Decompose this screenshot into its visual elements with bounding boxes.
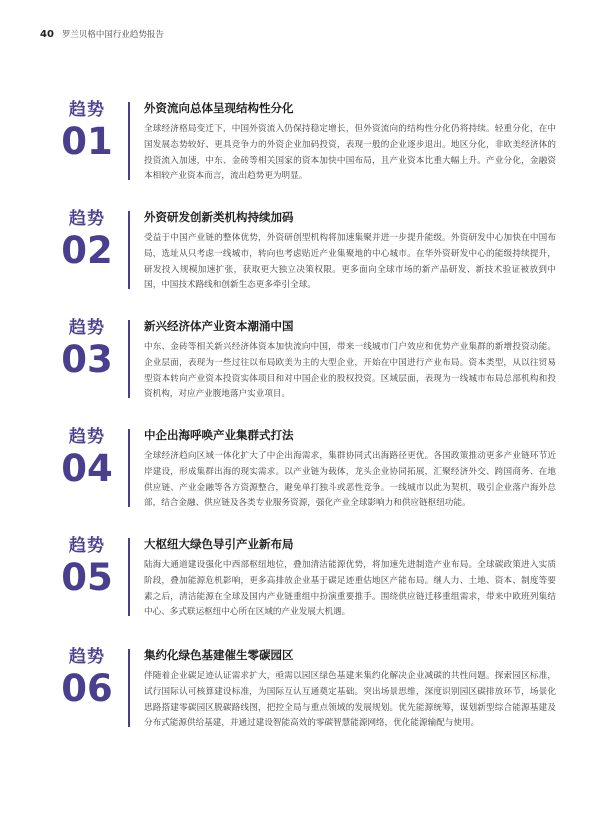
trend-title: 外资研发创新类机构持续加码 [144,210,294,224]
trend-body: 中东、金砖等相关新兴经济体资本加快流向中国，带来一线城市门户效应和优势产业集群的新增投资动能。企业层面，表现为一些过往以布局欧美为主的大型企业，开始在中国进行产业布局。资本类型，从以往贸易型资本转向产业资本投资实体项目和对中国企业的股权投资。区域层面，表现为一线城市布局总部机构和投资机构，对应产业腹地落户实业项目。 [144,342,556,400]
trend-number: 03 [61,338,113,381]
trend-content [144,536,556,621]
trend-number: 04 [61,447,113,490]
trend-number: 02 [61,229,113,272]
report-title: 罗兰贝格中国行业趋势报告 [61,30,164,40]
divider-line [128,320,130,398]
trend-title: 集约化绿色基建催生零碳园区 [144,648,294,662]
trend-number: 06 [61,667,113,710]
trend-label: 趋势 [69,536,105,556]
trend-title: 中企出海呼唤产业集群式打法 [144,428,294,442]
trend-badge [56,318,118,381]
divider-line [128,102,130,180]
trend-content [144,209,556,294]
trend-badge [56,209,118,272]
trend-label: 趋势 [69,647,105,667]
trend-label: 趋势 [69,100,105,120]
trend-body: 受益于中国产业链的整体优势，外资研创型机构将加速集聚并进一步提升能级。外资研发中心加快在中国布局，选址从只考虑一线城市，转向也考虑贴近产业集聚地的中心城市。在华外资研发中心的能级持续提升，研发投入规模加速扩张，获取更大独立决策权限。更多面向全球市场的新产品研发、新技术验证被放到中国，中国技术路线和创新生态更多牵引全球。 [144,233,556,291]
trend-number: 01 [61,120,113,163]
divider-line [128,211,130,289]
page-number: 40 [40,29,54,40]
trend-badge [56,427,118,490]
trend-body: 伴随着企业碳足迹认证需求扩大，亟需以园区绿色基建来集约化解决企业减碳的共性问题。探索园区标准，试行国际认可核算建设标准，为国际互认互通奠定基础。突出场景思维，深度识别园区碳排放环节，场景化思路搭建零碳园区脱碳路线图，把控全局与重点领域的发展规划。优先能源统筹，谋划新型综合能源基建及分布式能源供给基建，并通过建设智能高效的零碳智慧能源网络，优化能源输配与使用。 [144,671,556,729]
divider-line [128,429,130,507]
divider-line [128,538,130,616]
trend-badge [56,647,118,710]
trend-title: 新兴经济体产业资本潮涌中国 [144,319,294,333]
trend-number: 05 [61,556,113,599]
trend-content [144,100,556,185]
trend-content [144,647,556,732]
trend-label: 趋势 [69,209,105,229]
trend-body: 全球经济趋向区域一体化扩大了中企出海需求，集群协同式出海路径更优。各国政策推动更多产业链环节近岸建设，形成集群出海的现实需求。以产业链为载体，龙头企业协同拓展，汇聚经济外交、跨国商务、在地供应链、产业金融等各方资源整合，避免单打独斗或恶性竞争。一线城市以此为契机，吸引企业落户海外总部，结合金融、供应链及各类专业服务资源，强化产业全球影响力和供应链枢纽功能。 [144,451,556,509]
trend-badge [56,100,118,163]
trend-body: 全球经济格局变迁下，中国外资流入仍保持稳定增长，但外资流向的结构性分化仍将持续。轻重分化，在中国发展态势较好、更具竞争力的外资企业加码投资，表现一般的企业逐步退出。地区分化，非欧美经济体的投资流入加速，中东、金砖等相关国家的资本加快中国布局，且产业资本比重大幅上升。产业分化，金融资本相较产业资本而言，流出趋势更为明显。 [144,124,556,182]
trend-label: 趋势 [69,318,105,338]
divider-line [128,649,130,727]
page-header [40,28,164,40]
trend-label: 趋势 [69,427,105,447]
trend-badge [56,536,118,599]
trend-content [144,318,556,403]
trend-title: 外资流向总体呈现结构性分化 [144,101,294,115]
trend-content [144,427,556,512]
trend-body: 陆海大通道建设强化中西部枢纽地位，叠加清洁能源优势，将加速先进制造产业布局。全球碳政策进入实质阶段，叠加能源危机影响，更多高排放企业基于碳足迹重估地区产能布局。继人力、土地、资本、制度等要素之后，清洁能源在全球及国内产业链重组中扮演重要推手。围绕供应链迁移重组需求，带来中欧班列集结中心、多式联运枢纽中心所在区域的产业发展大机遇。 [144,560,556,618]
trend-title: 大枢纽大绿色导引产业新布局 [144,537,294,551]
